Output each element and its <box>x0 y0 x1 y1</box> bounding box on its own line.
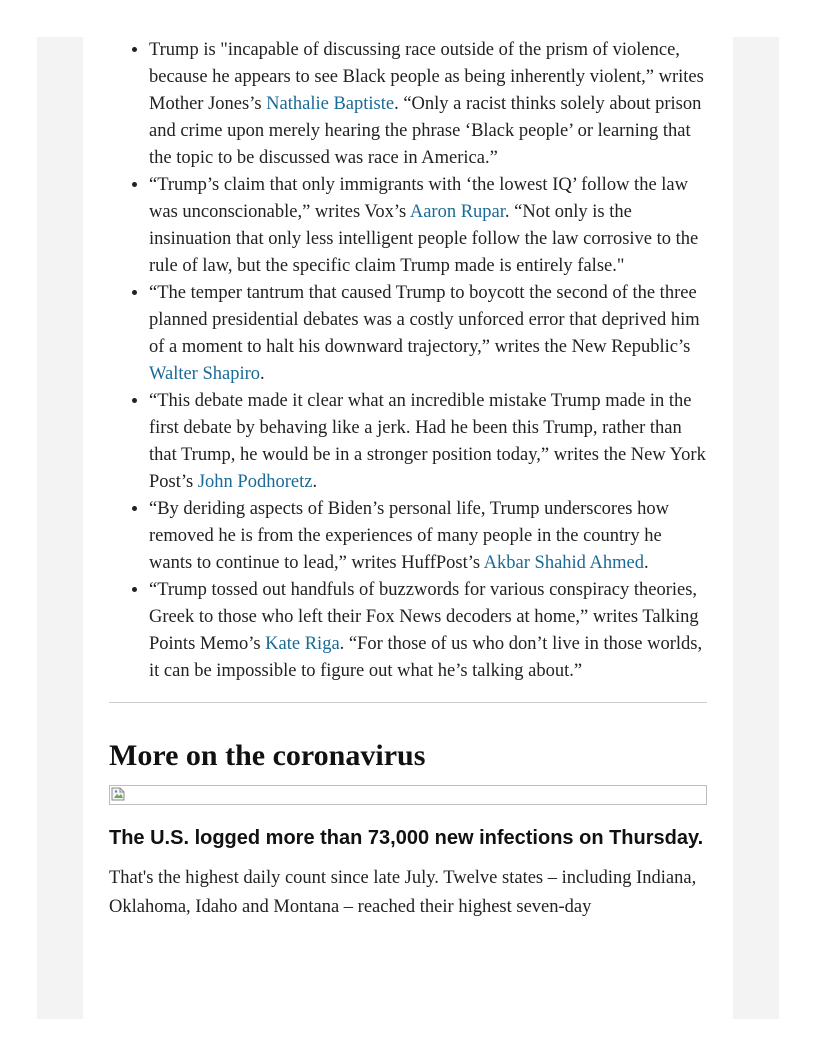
left-margin-panel <box>37 37 83 1019</box>
quote-item: • Trump is "incapable of discussing race outside of the prism of violence, because he appears to see Black people as being inherently violent,” writes Mother Jones’s Nathalie Baptiste. “Only a racist thinks solely about prison and crime upon merely hearing the phrase ‘Black people’ or learning that the topic to be discussed was race in America.” <box>149 37 707 172</box>
section-divider <box>109 702 707 703</box>
quote-item: • “Trump tossed out handfuls of buzzwords for various conspiracy theories, Greek to those who left their Fox News decoders at home,” writes Talking Points Memo’s Kate Riga. “For those of us who don’t live in those worlds, it can be impossible to figure out what he’s talking about.” <box>149 577 707 685</box>
section-title: More on the coronavirus <box>109 739 426 772</box>
author-link-john-podhoretz[interactable]: John Podhoretz <box>197 472 313 492</box>
broken-image-icon <box>111 787 125 801</box>
author-link-walter-shapiro[interactable]: Walter Shapiro <box>149 364 261 384</box>
quote-item: • “Trump’s claim that only immigrants with ‘the lowest IQ’ follow the law was unconscionable,” writes Vox’s Aaron Rupar. “Not only is the insinuation that only less intelligent people follow the law corrosive to the rule of law, but the specific claim Trump made is entirely false." <box>149 172 707 280</box>
author-link-nathalie-baptiste[interactable]: Nathalie Baptiste <box>266 94 395 114</box>
quote-item: • “By deriding aspects of Biden’s personal life, Trump underscores how removed he is from the experiences of many people in the country he wants to continue to lead,” writes HuffPost’s Akbar Shahid Ahmed. <box>149 496 707 577</box>
story-headline: The U.S. logged more than 73,000 new infections on Thursday. <box>109 827 704 849</box>
author-link-akbar-shahid-ahmed[interactable]: Akbar Shahid Ahmed <box>483 553 644 573</box>
right-margin-panel <box>733 37 779 1019</box>
author-link-aaron-rupar[interactable]: Aaron Rupar <box>409 202 505 222</box>
story-body: That's the highest daily count since late July. Twelve states – including Indiana, Oklahoma, Idaho and Montana – reached their highest seven-day <box>109 868 697 917</box>
quote-item: • “The temper tantrum that caused Trump to boycott the second of the three planned presidential debates was a costly unforced error that deprived him of a moment to halt his downward trajectory,” writes the New Republic’s Walter Shapiro. <box>149 280 707 388</box>
author-link-kate-riga[interactable]: Kate Riga <box>265 634 340 654</box>
story-image[interactable] <box>109 785 707 805</box>
quote-item: • “This debate made it clear what an incredible mistake Trump made in the first debate by behaving like a jerk. Had he been this Trump, rather than that Trump, he would be in a stronger position today,” writes the New York Post’s John Podhoretz. <box>149 388 707 496</box>
newsletter-content <box>109 37 707 922</box>
debate-quotes-list <box>109 37 707 685</box>
